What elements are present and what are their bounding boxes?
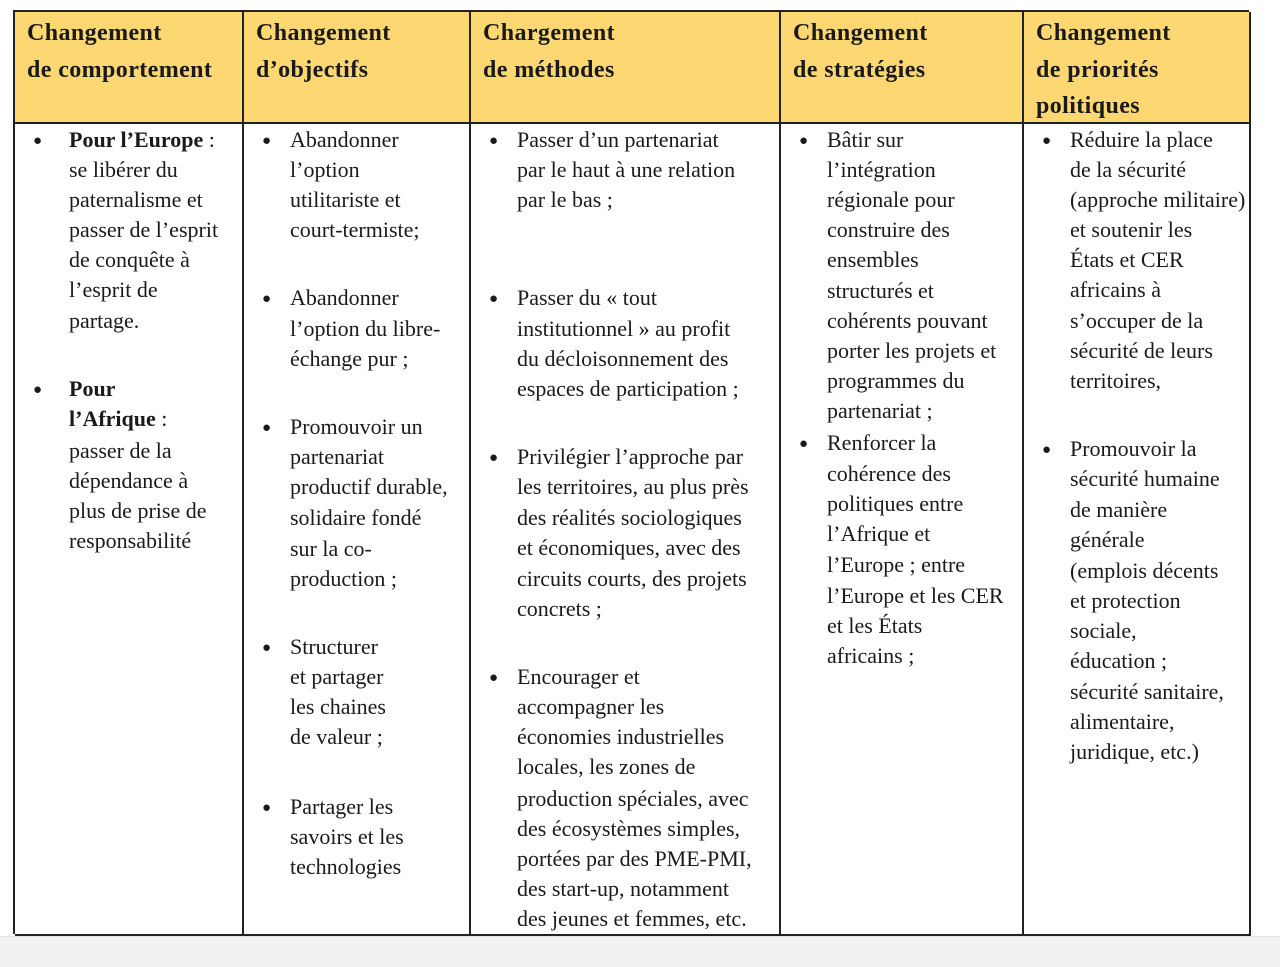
list-item-line: et les États: [827, 613, 923, 638]
list-item-line: l’esprit de: [69, 277, 158, 302]
header-line: Changement: [27, 20, 162, 46]
list-item-line: du décloisonnement des: [517, 346, 729, 371]
list-item-line: responsabilité: [69, 528, 192, 553]
body-cell-objectifs: [244, 124, 471, 936]
bullet-icon: ●: [33, 382, 43, 398]
list-item-line: alimentaire,: [1070, 709, 1175, 734]
list-item-line: par le haut à une relation: [517, 157, 736, 182]
list-item-line: Pour: [69, 376, 116, 401]
bullet-icon: ●: [489, 291, 499, 307]
list-item-line: les chaines: [290, 694, 386, 719]
header-line: Changement: [1036, 20, 1171, 46]
list-item-line: éducation ;: [1070, 648, 1168, 673]
horizontal-scrollbar[interactable]: [0, 936, 1280, 967]
list-item-line: solidaire fondé: [290, 505, 422, 530]
list-item-line: passer de la: [69, 438, 172, 463]
list-item-line: structurés et: [827, 278, 934, 303]
bullet-icon: ●: [262, 640, 272, 656]
header-line: Changement: [793, 20, 928, 46]
list-item-line: et protection: [1070, 588, 1181, 613]
list-item-line: dépendance à: [69, 468, 189, 493]
list-item-line: l’option du libre-: [290, 316, 441, 341]
list-item-line: de la sécurité: [1070, 157, 1187, 182]
header-line: Changement: [256, 20, 391, 46]
comparison-table: [13, 10, 1249, 934]
list-item-line: des écosystèmes simples,: [517, 816, 741, 841]
list-item-line: régionale pour: [827, 187, 955, 212]
list-item-line: technologies: [290, 854, 402, 879]
list-item-line: sécurité humaine: [1070, 466, 1220, 491]
bullet-icon: ●: [262, 133, 272, 149]
list-item-line: Renforcer la: [827, 430, 937, 455]
list-item-line: (approche militaire): [1070, 187, 1246, 212]
bullet-icon: ●: [489, 133, 499, 149]
header-line: de méthodes: [483, 56, 615, 83]
list-item-line: cohérence des: [827, 461, 951, 486]
list-item-line: les territoires, au plus près: [517, 474, 749, 499]
list-item-line: productif durable,: [290, 474, 448, 499]
list-item-line: sociale,: [1070, 618, 1137, 643]
list-item-line: Promouvoir la: [1070, 436, 1197, 461]
list-item-line: des jeunes et femmes, etc.: [517, 906, 747, 931]
list-item-line: de manière: [1070, 497, 1168, 522]
list-item-line: territoires,: [1070, 368, 1162, 393]
list-item-line: des start-up, notamment: [517, 876, 730, 901]
list-item-line: des réalités sociologiques: [517, 505, 742, 530]
list-item-line: l’Europe ; entre: [827, 552, 966, 577]
body-cell-priorites: [1024, 124, 1251, 936]
list-item-line: l’Afrique et: [827, 521, 931, 546]
bullet-icon: ●: [799, 436, 809, 452]
header-cell-objectifs: [244, 12, 471, 124]
list-item-line: politiques entre: [827, 491, 964, 516]
list-item-line: utilitariste et: [290, 187, 401, 212]
list-item-line: institutionnel » au profit: [517, 316, 731, 341]
list-item-line: Abandonner: [290, 127, 399, 152]
list-item-line: partage.: [69, 308, 140, 333]
list-item-line: programmes du: [827, 368, 965, 393]
list-item-line: échange pur ;: [290, 346, 409, 371]
list-item-line: cohérents pouvant: [827, 308, 988, 333]
bullet-icon: ●: [1042, 133, 1052, 149]
list-item-line: circuits courts, des projets: [517, 566, 747, 591]
header-cell-methodes: [471, 12, 781, 124]
list-item-line: de conquête à: [69, 247, 190, 272]
list-item-line: sécurité de leurs: [1070, 338, 1213, 363]
list-item-line: portées par des PME-PMI,: [517, 846, 752, 871]
bullet-icon: ●: [33, 133, 43, 149]
list-item-line: Promouvoir un: [290, 414, 423, 439]
list-item-line: construire des: [827, 217, 950, 242]
list-item-line: par le bas ;: [517, 187, 613, 212]
header-line: Chargement: [483, 20, 615, 46]
header-cell-comportement: [15, 12, 244, 124]
list-item-line: générale: [1070, 527, 1145, 552]
bullet-icon: ●: [489, 670, 499, 686]
list-item-line: l’Europe et les CER: [827, 583, 1004, 608]
list-item-line: Structurer: [290, 634, 378, 659]
list-item-line: africains à: [1070, 277, 1161, 302]
list-item-line: partenariat ;: [827, 398, 933, 423]
list-item-line: concrets ;: [517, 596, 602, 621]
bullet-icon: ●: [799, 133, 809, 149]
list-item-line: (emplois décents: [1070, 558, 1219, 583]
bullet-icon: ●: [262, 800, 272, 816]
list-item-line: Bâtir sur: [827, 127, 904, 152]
bullet-icon: ●: [262, 420, 272, 436]
bullet-icon: ●: [489, 450, 499, 466]
list-item-line: porter les projets et: [827, 338, 997, 363]
list-item-line: accompagner les: [517, 694, 665, 719]
header-cell-strategies: [781, 12, 1024, 124]
list-item-line: se libérer du: [69, 157, 178, 182]
list-item-line: court-termiste;: [290, 217, 420, 242]
bullet-icon: ●: [262, 291, 272, 307]
list-item-line: juridique, etc.): [1070, 739, 1199, 764]
list-item-line: espaces de participation ;: [517, 376, 739, 401]
list-item-line: Abandonner: [290, 285, 399, 310]
list-item-line: Passer d’un partenariat: [517, 127, 719, 152]
list-item-line: production spéciales, avec: [517, 786, 749, 811]
list-item-line: savoirs et les: [290, 824, 404, 849]
list-item-line: États et CER: [1070, 247, 1184, 272]
header-cell-priorites: [1024, 12, 1251, 124]
list-item-line: économies industrielles: [517, 724, 725, 749]
list-item-line: et soutenir les: [1070, 217, 1193, 242]
header-line: de stratégies: [793, 56, 926, 83]
list-item-line: l’option: [290, 157, 360, 182]
list-item-line: africains ;: [827, 643, 915, 668]
header-line: de priorités: [1036, 56, 1159, 83]
list-item-line: Privilégier l’approche par: [517, 444, 744, 469]
header-line: de comportement: [27, 56, 213, 83]
list-item-line: l’intégration: [827, 157, 936, 182]
list-item-line: de valeur ;: [290, 724, 383, 749]
list-item-line: sur la co-: [290, 536, 372, 561]
list-item-line: locales, les zones de: [517, 754, 696, 779]
list-item-line: plus de prise de: [69, 498, 207, 523]
list-item-line: Réduire la place: [1070, 127, 1213, 152]
bullet-icon: ●: [1042, 442, 1052, 458]
list-item-line: l’Afrique :: [69, 406, 168, 431]
header-line: politiques: [1036, 93, 1141, 119]
list-item-line: production ;: [290, 566, 397, 591]
list-item-line: Pour l’Europe :: [69, 127, 215, 152]
list-item-line: et économiques, avec des: [517, 535, 741, 560]
list-item-line: s’occuper de la: [1070, 308, 1204, 333]
list-item-line: partenariat: [290, 444, 385, 469]
header-line: d’objectifs: [256, 56, 369, 83]
list-item-line: paternalisme et: [69, 187, 203, 212]
list-item-line: et partager: [290, 664, 384, 689]
body-cell-comportement: [15, 124, 244, 936]
body-cell-strategies: [781, 124, 1024, 936]
body-cell-methodes: [471, 124, 781, 936]
list-item-line: Encourager et: [517, 664, 640, 689]
list-item-line: sécurité sanitaire,: [1070, 679, 1224, 704]
list-item-line: Partager les: [290, 794, 394, 819]
list-item-line: Passer du « tout: [517, 285, 657, 310]
list-item-line: ensembles: [827, 247, 919, 272]
list-item-line: passer de l’esprit: [69, 217, 219, 242]
